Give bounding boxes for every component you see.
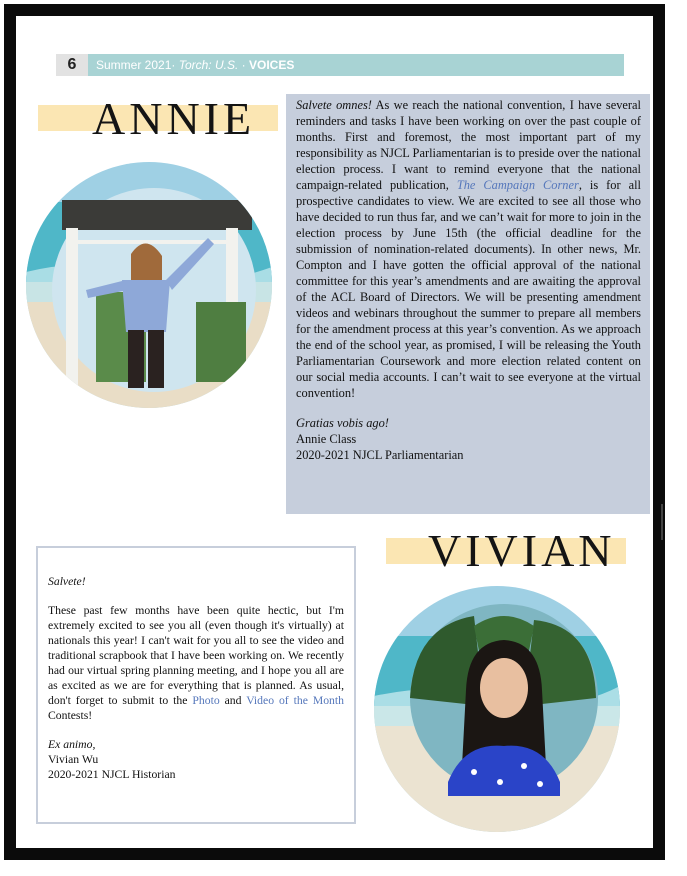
annie-body-part-2: , is for all prospective candidates to view. We are excited to see all those who have decided to run thus far, and we can’t wait for more to join in the election process by June 15th (the official deadline for the submission of nomination-related documents). In other news, Mr. Compton and I have gotten the official approval of the national committee for this year’s amendments and are awaiting the approval of the ACL Board of Directors. We will be presenting amendment videos and webinars throughout the summer to prepare all members for the amendment process at this year’s convention. As we approach the end of the school year, as promised, I will be releasing the Youth Parliamentarian Coursework and more election related content on our social media accounts. I can’t wait to see everyone at the virtual convention! — [296, 178, 641, 400]
vivian-photo — [374, 586, 620, 832]
annie-signature — [296, 415, 641, 463]
issue-label: Summer 2021· — [96, 58, 176, 72]
annie-title: 2020-2021 NJCL Parliamentarian — [296, 448, 464, 462]
annie-message-box — [286, 94, 650, 514]
annie-photo-image — [26, 162, 272, 408]
vivian-title: 2020-2021 NJCL Historian — [48, 768, 176, 781]
vivian-message-box — [36, 546, 356, 824]
vivian-signature — [48, 737, 344, 782]
header-bar — [88, 54, 624, 76]
vivian-photo-image — [374, 586, 620, 832]
vivian-signer: Vivian Wu — [48, 753, 99, 766]
side-divider — [661, 504, 663, 540]
vivian-name: VIVIAN — [428, 525, 616, 576]
vivian-message-body — [48, 603, 344, 723]
vivian-and-text: and — [219, 694, 247, 707]
vivian-body-part-1: These past few months have been quite hectic, but I'm extremely excited to see you all (even though it's virtually) at nationals this year! I can't wait for you all to see the video and traditional scrapbook that I have been working on. We recently had our virtual spring planning meeting, and I hope you all are as excited as we are for everything that is planned. As usual, don't forget to submit to the — [48, 604, 344, 707]
annie-message-body — [296, 97, 641, 401]
photo-contest-link[interactable]: Photo — [192, 694, 220, 707]
video-contest-link[interactable]: Video of the Month — [246, 694, 344, 707]
vivian-body-part-2: Contests! — [48, 709, 93, 722]
annie-name: ANNIE — [92, 93, 256, 144]
annie-photo — [26, 162, 272, 408]
annie-closing: Gratias vobis ago! — [296, 416, 389, 430]
publication-label: Torch: U.S. — [178, 58, 239, 72]
campaign-corner-link[interactable]: The Campaign Corner — [456, 178, 579, 192]
annie-greeting: Salvete omnes! — [296, 98, 372, 112]
section-label: VOICES — [248, 58, 295, 72]
vivian-greeting: Salvete! — [48, 575, 86, 588]
header-separator: · — [241, 58, 246, 72]
annie-signer: Annie Class — [296, 432, 357, 446]
newsletter-page — [16, 16, 653, 848]
annie-body-part-1: As we reach the national convention, I have several reminders and tasks I have been working on over the past couple of months. First and foremost, the most important part of my responsibility as NJCL Parliamentarian is to preside over the national election process. I want to remind everyone that the national campaign-related publication, — [296, 98, 641, 192]
vivian-closing: Ex animo, — [48, 738, 96, 751]
page-number: 6 — [56, 54, 88, 76]
